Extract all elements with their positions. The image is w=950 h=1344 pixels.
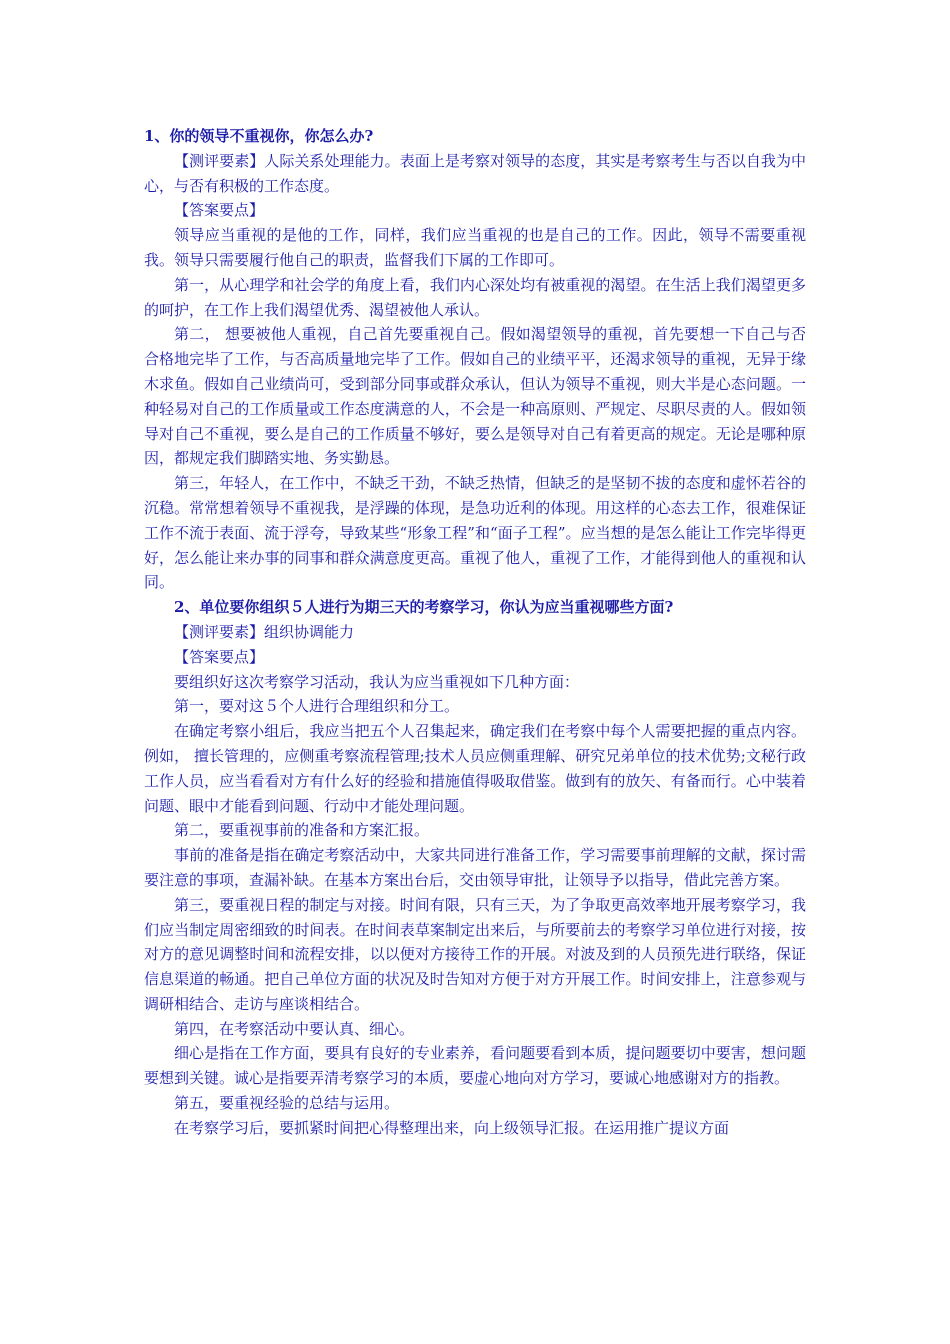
q2-point-5: 第五，要重视经验的总结与运用。	[174, 1094, 400, 1113]
q2-point-2-detail: 事前的准备是指在确定考察活动中，大家共同进行准备工作，学习需要事前理解的文献，探讨需要注意的事项，查漏补缺。在基本方案出台后，交由领导审批，让领导予以指导，借此完善方案。	[144, 846, 806, 889]
q2-point-1: 第一，要对这５个人进行合理组织和分工。	[174, 697, 460, 716]
q2-point-1-detail: 在确定考察小组后，我应当把五个人召集起来，确定我们在考察中每个人需要把握的重点内容。例如， 擅长管理的，应侧重考察流程管理;技术人员应侧重理解、研究兄弟单位的技术优势;文秘行政工作人员，应当看看对方有什么好的经验和措施值得吸取借鉴。做到有的放矢、有备而行。心中装着问题、眼中才能看到问题、行动中才能处理问题。	[144, 722, 806, 815]
q2-point-2: 第二，要重视事前的准备和方案汇报。	[174, 821, 430, 840]
question-2-heading: 2、单位要你组织５人进行为期三天的考察学习，你认为应当重视哪些方面?	[174, 598, 674, 617]
document-page	[144, 124, 806, 1141]
q2-point-5-detail: 在考察学习后，要抓紧时间把心得整理出来，向上级领导汇报。在运用推广提议方面	[174, 1118, 730, 1137]
q1-point-3: 第三，年轻人，在工作中，不缺乏干劲，不缺乏热情，但缺乏的是坚韧不拔的态度和虚怀若谷的沉稳。常常想着领导不重视我，是浮躁的体现，是急功近利的体现。用这样的心态去工作，很难保证工作不流于表面、流于浮夸，导致某些“形象工程”和“面子工程”。应当想的是怎么能让工作完毕得更好，怎么能让来办事的同事和群众满意度更高。重视了他人，重视了工作，才能得到他人的重视和认同。	[144, 474, 806, 592]
q2-evaluation-factor: 【测评要素】组织协调能力	[174, 622, 355, 641]
q2-answer-intro: 要组织好这次考察学习活动，我认为应当重视如下几种方面：	[174, 672, 580, 691]
q1-answer-points-label: 【答案要点】	[174, 201, 265, 220]
q2-point-3: 第三，要重视日程的制定与对接。时间有限，只有三天，为了争取更高效率地开展考察学习，我们应当制定周密细致的时间表。在时间表草案制定出来后，与所要前去的考察学习单位进行对接，按对方的意见调整时间和流程安排，以以便对方接待工作的开展。对波及到的人员预先进行联络，保证信息渠道的畅通。把自己单位方面的状况及时告知对方便于对方开展工作。时间安排上，注意参观与调研相结合、走访与座谈相结合。	[144, 895, 806, 1013]
q1-point-1: 第一，从心理学和社会学的角度上看，我们内心深处均有被重视的渴望。在生活上我们渴望更多的呵护，在工作上我们渴望优秀、渴望被他人承认。	[144, 275, 806, 319]
q1-point-2: 第二， 想要被他人重视，自己首先要重视自己。假如渴望领导的重视，首先要想一下自己与否合格地完毕了工作，与否高质量地完毕了工作。假如自己的业绩平平，还渴求领导的重视，无异于缘木求鱼。假如自己业绩尚可，受到部分同事或群众承认，但认为领导不重视，则大半是心态问题。一种轻易对自己的工作质量或工作态度满意的人，不会是一种高原则、严规定、尽职尽责的人。假如领导对自己不重视，要么是自己的工作质量不够好，要么是领导对自己有着更高的规定。无论是哪种原因，都规定我们脚踏实地、务实勤恳。	[144, 325, 806, 468]
question-1-heading: 1、你的领导不重视你，你怎么办?	[144, 127, 374, 145]
q1-evaluation-factor: 【测评要素】人际关系处理能力。表面上是考察对领导的态度，其实是考察考生与否以自我为中心，与否有积极的工作态度。	[144, 151, 806, 195]
q2-point-4-detail: 细心是指在工作方面，要具有良好的专业素养，看问题要看到本质，提问题要切中要害，想问题要想到关键。诚心是指要弄清考察学习的本质，要虚心地向对方学习，要诚心地感谢对方的指教。	[144, 1044, 806, 1088]
q1-answer-intro: 领导应当重视的是他的工作，同样，我们应当重视的也是自己的工作。因此，领导不需要重视我。领导只需要履行他自己的职责，监督我们下属的工作即可。	[144, 226, 806, 269]
q2-point-4: 第四，在考察活动中要认真、细心。	[174, 1019, 415, 1038]
q2-answer-points-label: 【答案要点】	[174, 647, 265, 666]
